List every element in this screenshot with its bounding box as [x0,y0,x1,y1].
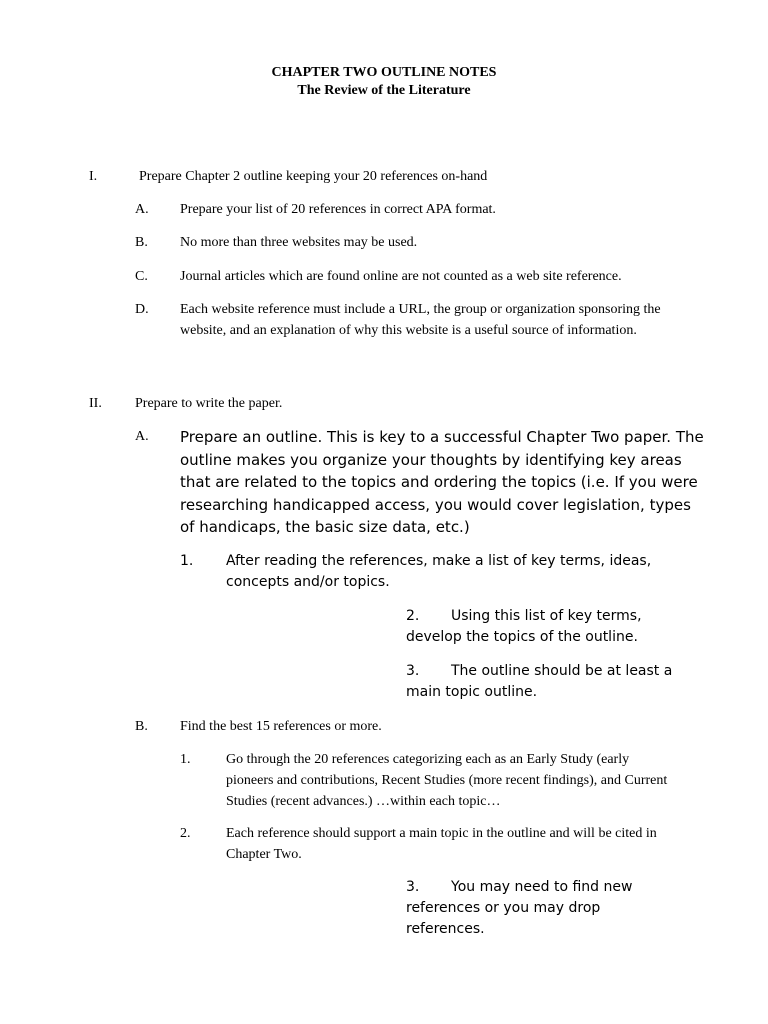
item-1b-text: No more than three websites may be used. [180,235,418,250]
item-1b-marker: B. [135,235,148,250]
item-2a-3-text: The outline should be at least a main topic outline. [406,663,673,700]
item-1c-marker: C. [135,269,148,284]
item-2b-3 [406,877,681,940]
item-2a-2 [406,606,676,648]
item-2b-1-text: Go through the 20 references categorizing each as an Early Study (early pioneers and contributions, Recent Studies (more recent findings), and Current Studies (recent advances.) …within each topic… [226,752,668,809]
item-2a-text: Prepare an outline. This is key to a successful Chapter Two paper. The outline makes you organize your thoughts by identifying key areas that are related to the topics and ordering the topics (i.e. If you were researching handicapped access, you would cover legislation, types of handicaps, the basic size data, etc.) [180,428,704,536]
item-2b-text: Find the best 15 references or more. [180,719,382,734]
item-2b-3-text: You may need to find new references or you may drop references. [406,879,633,937]
section-2-marker: II. [89,396,102,411]
document-title: CHAPTER TWO OUTLINE NOTES [271,65,497,80]
item-2b-1-marker: 1. [180,752,191,767]
item-1c-text: Journal articles which are found online are not counted as a web site reference. [180,269,622,284]
section-1-marker: I. [89,169,98,184]
item-2a-3-marker: 3. [406,663,420,679]
item-2b-3-marker: 3. [406,879,420,895]
item-2b-2-text: Each reference should support a main topic in the outline and will be cited in Chapter Two. [226,826,657,862]
item-2a-marker: A. [135,429,149,444]
item-2a-1-marker: 1. [180,553,194,569]
document-subtitle: The Review of the Literature [297,83,471,98]
item-1d-text: Each website reference must include a URL, the group or organization sponsoring the website, and an explanation of why this website is a useful source of information. [180,302,661,338]
item-1a-marker: A. [135,202,149,217]
item-2a-1-text: After reading the references, make a list of key terms, ideas, concepts and/or topics. [226,553,652,590]
section-2-heading: Prepare to write the paper. [135,396,283,411]
section-1-heading: Prepare Chapter 2 outline keeping your 20 references on-hand [139,169,488,184]
item-2b-marker: B. [135,719,148,734]
item-1d-marker: D. [135,302,149,317]
item-1a-text: Prepare your list of 20 references in correct APA format. [180,202,496,217]
item-2a-2-text: Using this list of key terms, develop the topics of the outline. [406,608,642,645]
item-2b-2-marker: 2. [180,826,191,841]
item-2a-3 [406,661,676,703]
item-2a-2-marker: 2. [406,608,420,624]
